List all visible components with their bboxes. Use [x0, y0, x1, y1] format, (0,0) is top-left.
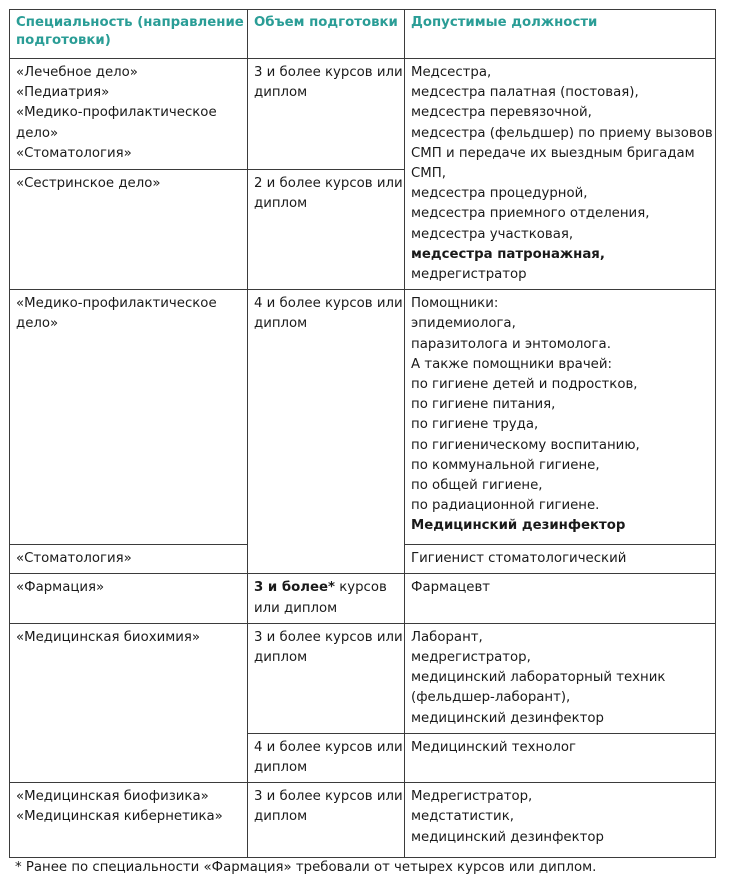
position-item: медсестра приемного отделения, [411, 206, 650, 222]
volume-cell: 3 и более курсов или диплом [248, 59, 405, 170]
volume-bold-part: 3 и более* [254, 580, 335, 596]
specialty-cell [10, 59, 248, 170]
position-item: по коммунальной гигиене, [411, 457, 600, 473]
specialty-cell: «Сестринское дело» [10, 170, 248, 290]
specialty-name: «Лечебное дело» [16, 65, 138, 80]
position-item: медсестра перевязочной, [411, 105, 592, 121]
position-item: медицинский дезинфектор [411, 829, 604, 845]
position-item: по гигиеническому воспитанию, [411, 437, 640, 453]
position-item: паразитолога и энтомолога. [411, 336, 611, 352]
specialty-name: «Медицинская биофизика» [16, 789, 209, 805]
positions-cell [405, 59, 716, 290]
specialty-cell [10, 783, 248, 858]
table-row [10, 574, 716, 623]
position-item: медсестра патронажная, [411, 246, 605, 262]
positions-cell [405, 783, 716, 858]
header-volume: Объем подготовки [248, 10, 405, 59]
table-row [10, 623, 716, 733]
position-item: эпидемиолога, [411, 316, 516, 332]
position-item: по общей гигиене, [411, 478, 543, 494]
position-item: медицинский лабораторный техник (фельдшер-лаборант), [411, 670, 666, 706]
specialty-name: «Педиатрия» [16, 85, 110, 101]
position-item: Медрегистратор, [411, 789, 533, 805]
position-item: Лаборант, [411, 629, 483, 645]
position-item: медстатистик, [411, 809, 514, 825]
table-row [10, 290, 716, 545]
positions-cell: Фармацевт [405, 574, 716, 623]
specialty-name: «Стоматология» [16, 145, 132, 161]
specialty-cell: «Медико-профилактическое дело» [10, 290, 248, 545]
position-item: Помощники: [411, 296, 499, 312]
position-item: медицинский дезинфектор [411, 710, 604, 726]
specialty-cell: «Медицинская биохимия» [10, 623, 248, 782]
header-specialty: Специальность (направление подготовки) [10, 10, 248, 59]
specialty-name: «Медицинская кибернетика» [16, 809, 223, 825]
table-row [10, 59, 716, 170]
volume-cell: 4 и более курсов или диплом [248, 733, 405, 782]
positions-cell [405, 623, 716, 733]
position-item: по гигиене труда, [411, 417, 539, 433]
position-item: по гигиене питания, [411, 397, 556, 413]
position-item: по радиационной гигиене. [411, 498, 600, 514]
positions-cell: Гигиенист стоматологический [405, 545, 716, 574]
position-item: медсестра палатная (постовая), [411, 85, 639, 101]
volume-cell: 3 и более курсов или диплом [248, 623, 405, 733]
positions-cell [405, 290, 716, 545]
table-header-row [10, 10, 716, 59]
specialty-name: «Медико-профилактическое дело» [16, 105, 217, 141]
specialty-cell: «Стоматология» [10, 545, 248, 574]
header-positions: Допустимые должности [405, 10, 716, 59]
volume-cell: 4 и более курсов или диплом [248, 290, 405, 574]
position-item: Медицинский дезинфектор [411, 518, 626, 534]
volume-cell: 2 и более курсов или диплом [248, 170, 405, 290]
volume-cell [248, 574, 405, 623]
volume-cell: 3 и более курсов или диплом [248, 783, 405, 858]
specialty-positions-table [9, 9, 716, 858]
position-item: медсестра (фельдшер) по приему вызовов СМП и передаче их выездным бригадам СМП, [411, 125, 713, 182]
positions-cell: Медицинский технолог [405, 733, 716, 782]
position-item: Медсестра, [411, 65, 492, 80]
volume-rest-part: курсов или диплом [254, 580, 387, 616]
specialty-cell: «Фармация» [10, 574, 248, 623]
table-row [10, 783, 716, 858]
position-item: по гигиене детей и подростков, [411, 377, 638, 393]
position-item: медсестра участковая, [411, 226, 574, 242]
position-item: медрегистратор [411, 267, 527, 283]
position-item: А также помощники врачей: [411, 356, 612, 372]
footnote: * Ранее по специальности «Фармация» требовали от четырех курсов или диплом. [15, 860, 597, 875]
position-item: медрегистратор, [411, 650, 531, 666]
position-item: медсестра процедурной, [411, 186, 588, 202]
